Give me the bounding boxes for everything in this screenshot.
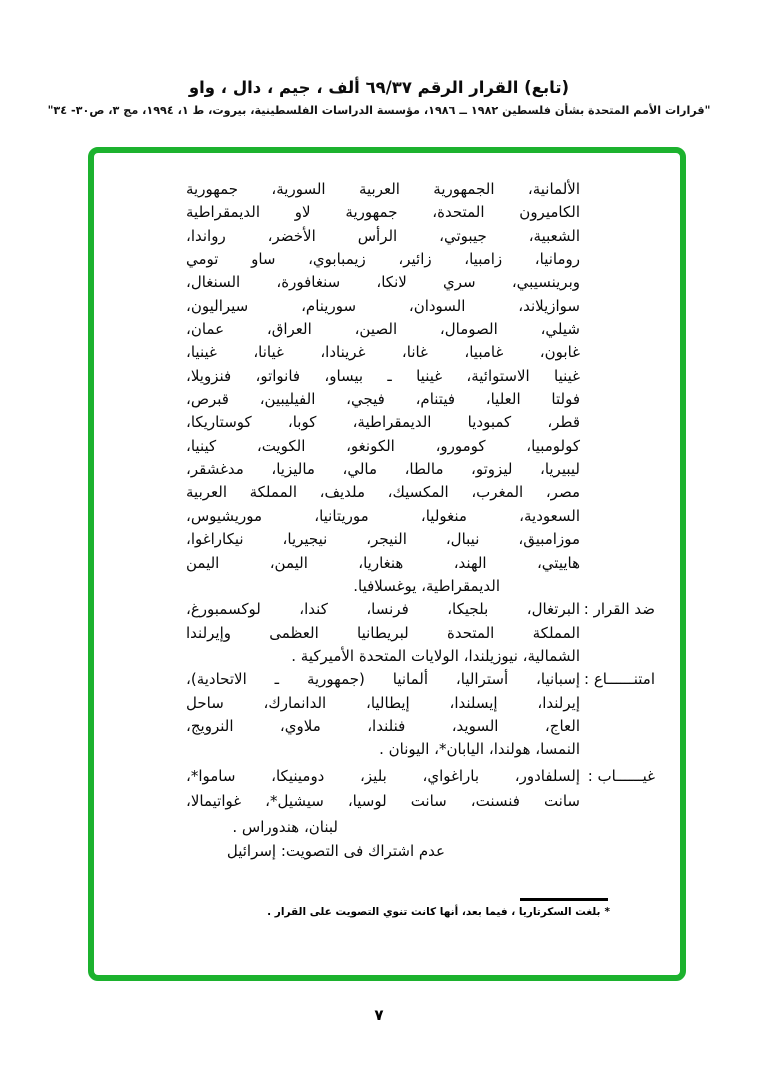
footnote-separator-rule: [520, 898, 608, 901]
text-line: غابون، غامبيا، غانا، غرينادا، غيانا، غينيا،: [186, 343, 580, 362]
source-citation: "قرارات الأمم المتحدة بشأن فلسطين ١٩٨٢ ــ ١٩٨٦، مؤسسة الدراسات الفلسطينية، بيروت، ط ١، ١٩٩٤، مج ٣، ص٣٠- ٣٤": [47, 104, 711, 117]
text-line: العاج، السويد، فنلندا، ملاوي، النرويج،: [186, 716, 580, 735]
page-title: (تابع) القرار الرقم ٦٩/٣٧ ألف ، جيم ، دال ، واو: [188, 78, 570, 97]
text-line: شيلي، الصومال، الصين، العراق، عمان،: [186, 320, 580, 339]
text-line: الشمالية، نيوزيلندا، الولايات المتحدة الأميركية .: [291, 646, 580, 665]
no-participation-line: عدم اشتراك فى التصويت: إسرائيل: [226, 842, 445, 861]
text-line: سوازيلاند، السودان، سورينام، سيراليون،: [186, 296, 580, 315]
text-line: الكاميرون المتحدة، جمهورية لاو الديمقراطية: [186, 203, 580, 222]
green-border-frame: [88, 147, 686, 981]
abstain-section: [186, 668, 655, 761]
text-line: المملكة المتحدة لبريطانيا العظمى وإيرلندا: [186, 623, 580, 642]
text-line: الديمقراطية، يوغسلافيا.: [353, 576, 500, 595]
page-number: ٧: [374, 1006, 384, 1024]
text-line: البرتغال، بلجيكا، فرنسا، كندا، لوكسمبورغ،: [186, 600, 580, 619]
text-line: السعودية، منغوليا، موريتانيا، موريشيوس،: [186, 506, 580, 525]
absent-label: غيــــــاب :: [587, 766, 655, 785]
text-line: لبنان، هندوراس .: [232, 817, 338, 836]
against-label: ضد القرار :: [583, 600, 655, 619]
text-line: إيرلندا، إيسلندا، إيطاليا، الدانمارك، ساحل: [186, 693, 580, 712]
voting-record-text: [186, 178, 655, 863]
text-line: كولومبيا، كومورو، الكونغو، الكويت، كينيا،: [186, 436, 580, 455]
text-line: إلسلفادور، باراغواي، بليز، دومينيكا، ساموا*،: [186, 766, 580, 785]
text-line: هاييتي، الهند، هنغاريا، اليمن، اليمن: [186, 553, 580, 572]
in-favor-continued-paragraph: [186, 178, 580, 598]
text-line: الألمانية، الجمهورية العربية السورية، جمهورية: [186, 180, 580, 198]
text-line: سانت فنسنت، سانت لوسيا، سيشيل*، غواتيمالا،: [186, 792, 580, 811]
text-line: وبرينسيبي، سري لانكا، سنغافورة، السنغال،: [186, 273, 580, 292]
text-line: موزامبيق، نيبال، النيجر، نيجيريا، نيكاراغوا،: [186, 530, 580, 549]
text-line: قطر، كمبوديا الديمقراطية، كوبا، كوستاريكا،: [186, 413, 580, 432]
text-line: غينيا الاستوائية، غينيا ـ بيساو، فانواتو، فنزويلا،: [186, 366, 580, 385]
footnote-asterisk-marker: *: [604, 906, 610, 918]
text-line: إسبانيا، أستراليا، ألمانيا (جمهورية ـ الاتحادية)،: [186, 670, 580, 689]
against-section: [186, 598, 655, 668]
text-line: رومانيا، زامبيا، زائير، زيمبابوي، ساو تومي: [186, 250, 580, 269]
abstain-label: امتنــــــاع :: [584, 670, 655, 689]
text-line: فولتا العليا، فيتنام، فيجي، الفيليبين، قبرص،: [186, 390, 580, 409]
text-line: الشعبية، جيبوتي، الرأس الأخضر، رواندا،: [186, 226, 580, 245]
footnote: [267, 906, 610, 918]
text-line: النمسا، هولندا، اليابان*، اليونان .: [379, 740, 580, 759]
absent-section: [186, 764, 655, 841]
text-line: مصر، المغرب، المكسيك، ملديف، المملكة العربية: [186, 483, 580, 502]
footnote-text: بلغت السكرتاريا ، فيما بعد، أنها كانت تنوي التصويت على القرار .: [267, 906, 601, 918]
text-line: ليبيريا، ليزوتو، مالطا، مالي، ماليزيا، مدغشقر،: [186, 460, 580, 479]
